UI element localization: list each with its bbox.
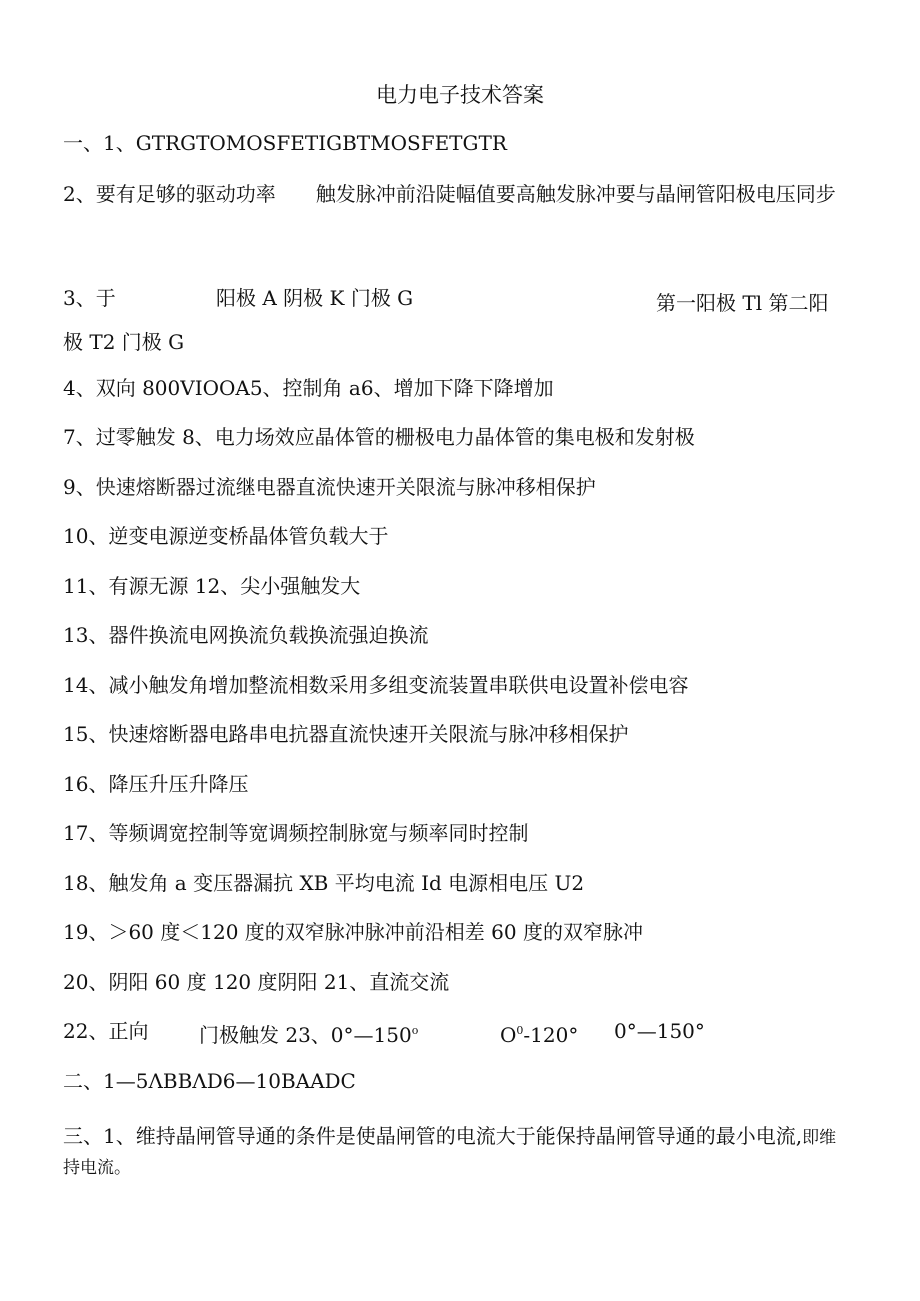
answer-line-19-small: 即维持电流。 [63, 1128, 837, 1178]
answer-line-17-c-text: O [500, 1023, 517, 1047]
answer-line-1: 一、1、GTRGTOMOSFETIGBTMOSFETGTR [63, 131, 507, 155]
answer-line-14: 18、触发角 a 变压器漏抗 XB 平均电流 Id 电源相电压 U2 [63, 871, 585, 895]
answer-line-3-cont: 极 T2 门极 G [63, 330, 185, 354]
answer-line-6: 9、快速熔断器过流继电器直流快速开关限流与脉冲移相保护 [63, 475, 596, 499]
answer-line-10: 14、减小触发角增加整流相数采用多组变流装置串联供电设置补偿电容 [63, 673, 689, 697]
answer-line-17-c-sup: 0 [516, 1024, 524, 1037]
answer-line-3-left: 3、于 [63, 286, 116, 310]
answer-line-13: 17、等频调宽控制等宽调频控制脉宽与频率同时控制 [63, 821, 529, 845]
answer-line-17-b-sup: o [411, 1024, 419, 1037]
answer-line-15: 19、＞60 度＜120 度的双窄脉冲脉冲前沿相差 60 度的双窄脉冲 [63, 920, 643, 944]
answer-line-2: 2、要有足够的驱动功率 触发脉冲前沿陡幅值要高触发脉冲要与晶闸管阳极电压同步 [63, 182, 836, 206]
answer-line-12: 16、降压升压升降压 [63, 772, 249, 796]
answer-line-18: 二、1—5ΛBBΛD6—10BAADC [63, 1069, 356, 1093]
answer-line-8: 11、有源无源 12、尖小强触发大 [63, 574, 361, 598]
answer-line-19 [63, 1122, 848, 1182]
answer-line-5: 7、过零触发 8、电力场效应晶体管的栅极电力晶体管的集电极和发射极 [63, 425, 695, 449]
answer-line-11: 15、快速熔断器电路串电抗器直流快速开关限流与脉冲移相保护 [63, 722, 629, 746]
answer-line-17-a: 22、正向 [63, 1019, 149, 1043]
answer-line-16: 20、阴阳 60 度 120 度阴阳 21、直流交流 [63, 970, 450, 994]
document-title: 电力电子技术答案 [376, 83, 544, 107]
answer-line-9: 13、器件换流电网换流负载换流强迫换流 [63, 623, 429, 647]
answer-line-7: 10、逆变电源逆变桥晶体管负载大于 [63, 524, 389, 548]
answer-line-17-b-text: 门极触发 23、0°—150 [199, 1023, 412, 1047]
answer-line-17-b [199, 1016, 418, 1050]
answer-line-19-main: 三、1、维持晶闸管导通的条件是使晶闸管的电流大于能保持晶闸管导通的最小电流, [63, 1124, 803, 1148]
answer-line-17-d: 0°—150° [614, 1019, 705, 1043]
answer-line-3-mid: 阳极 A 阴极 K 门极 G [216, 286, 414, 310]
answer-line-17-c [500, 1016, 578, 1050]
answer-line-17-c-tail: -120° [523, 1023, 579, 1047]
answer-line-4: 4、双向 800VIOOA5、控制角 a6、增加下降下降增加 [63, 376, 554, 400]
answer-line-3-right: 第一阳极 Tl 第二阳 [656, 291, 829, 315]
